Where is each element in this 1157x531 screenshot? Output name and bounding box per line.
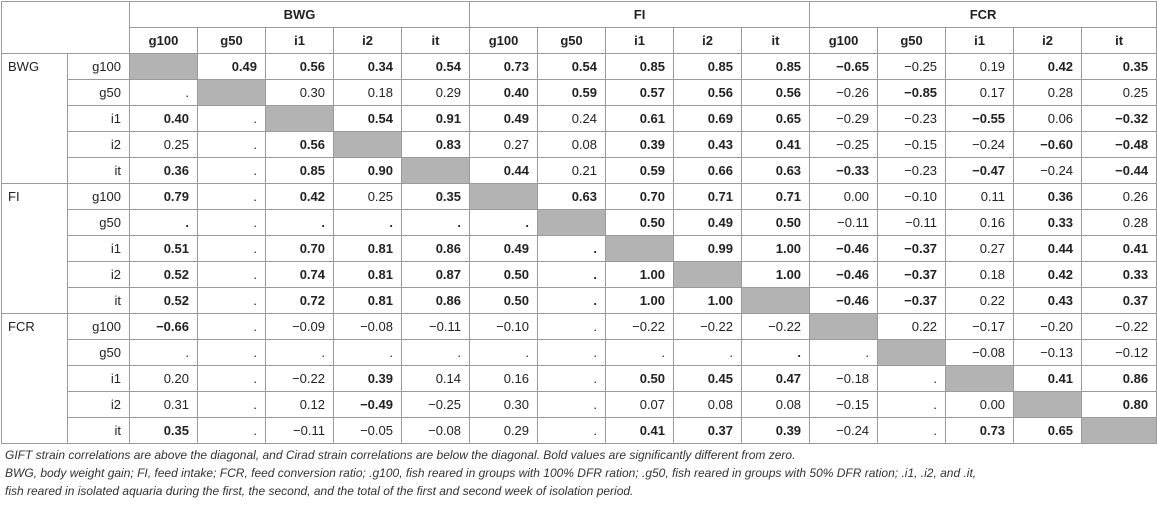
correlation-cell: 0.08	[674, 392, 742, 418]
diagonal-cell	[674, 262, 742, 288]
correlation-cell: 0.63	[538, 184, 606, 210]
correlation-cell: 0.25	[1082, 80, 1157, 106]
correlation-cell: 0.52	[130, 262, 198, 288]
correlation-cell: .	[266, 210, 334, 236]
correlation-cell: .	[198, 106, 266, 132]
table-row	[2, 54, 1157, 80]
correlation-cell: 0.31	[130, 392, 198, 418]
correlation-cell: −0.12	[1082, 340, 1157, 366]
correlation-cell: 0.86	[402, 288, 470, 314]
correlation-cell: 0.28	[1014, 80, 1082, 106]
correlation-cell: 0.34	[334, 54, 402, 80]
correlation-cell: .	[538, 236, 606, 262]
correlation-cell: .	[538, 366, 606, 392]
correlation-cell: −0.46	[810, 262, 878, 288]
correlation-cell: 0.39	[334, 366, 402, 392]
correlation-cell: 0.72	[266, 288, 334, 314]
correlation-cell: 0.30	[470, 392, 538, 418]
correlation-cell: 0.41	[742, 132, 810, 158]
correlation-cell: 0.51	[130, 236, 198, 262]
correlation-cell: −0.47	[946, 158, 1014, 184]
row-sub-label: i1	[68, 236, 130, 262]
table-row	[2, 132, 1157, 158]
correlation-cell: 1.00	[606, 262, 674, 288]
corner-cell	[2, 2, 130, 54]
row-group-label	[2, 392, 68, 418]
correlation-cell: 0.39	[606, 132, 674, 158]
correlation-cell: 0.47	[742, 366, 810, 392]
correlation-cell: 0.56	[674, 80, 742, 106]
table-footnotes	[5, 446, 1143, 500]
correlation-cell: 0.83	[402, 132, 470, 158]
correlation-cell: 0.00	[946, 392, 1014, 418]
correlation-cell: 0.44	[1014, 236, 1082, 262]
correlation-cell: 0.24	[538, 106, 606, 132]
correlation-cell: 0.81	[334, 262, 402, 288]
correlation-cell: .	[878, 418, 946, 444]
correlation-cell: 0.49	[470, 236, 538, 262]
correlation-cell: −0.11	[810, 210, 878, 236]
correlation-cell: −0.08	[946, 340, 1014, 366]
correlation-cell: 0.41	[606, 418, 674, 444]
correlation-cell: −0.22	[742, 314, 810, 340]
correlation-cell: 0.00	[810, 184, 878, 210]
correlation-cell: 0.08	[742, 392, 810, 418]
correlation-cell: 0.57	[606, 80, 674, 106]
diagonal-cell	[946, 366, 1014, 392]
correlation-cell: 0.86	[402, 236, 470, 262]
correlation-cell: 0.35	[402, 184, 470, 210]
correlation-cell: 0.36	[1014, 184, 1082, 210]
correlation-cell: −0.11	[878, 210, 946, 236]
correlation-cell: 0.50	[606, 210, 674, 236]
correlation-cell: .	[130, 80, 198, 106]
table-row	[2, 314, 1157, 340]
row-group-label: FI	[2, 184, 68, 210]
table-row	[2, 106, 1157, 132]
row-sub-label: i2	[68, 262, 130, 288]
correlation-cell: −0.05	[334, 418, 402, 444]
correlation-cell: 0.07	[606, 392, 674, 418]
row-group-label	[2, 236, 68, 262]
row-sub-label: i2	[68, 132, 130, 158]
correlation-cell: 0.22	[946, 288, 1014, 314]
correlation-cell: 0.86	[1082, 366, 1157, 392]
correlation-cell: −0.46	[810, 288, 878, 314]
correlation-cell: 0.69	[674, 106, 742, 132]
table-row	[2, 340, 1157, 366]
col-group-fcr: FCR	[810, 2, 1157, 28]
row-sub-label: i1	[68, 366, 130, 392]
correlation-cell: 0.85	[742, 54, 810, 80]
correlation-cell: −0.10	[878, 184, 946, 210]
row-group-label	[2, 418, 68, 444]
correlation-cell: 0.73	[470, 54, 538, 80]
correlation-cell: −0.24	[946, 132, 1014, 158]
correlation-cell: 0.19	[946, 54, 1014, 80]
col-header-g100: g100	[130, 28, 198, 54]
correlation-cell: 0.61	[606, 106, 674, 132]
correlation-cell: .	[198, 288, 266, 314]
correlation-cell: .	[538, 314, 606, 340]
correlation-cell: 0.37	[674, 418, 742, 444]
correlation-cell: 0.44	[470, 158, 538, 184]
diagonal-cell	[742, 288, 810, 314]
correlation-cell: 0.59	[538, 80, 606, 106]
correlation-cell: 0.73	[946, 418, 1014, 444]
correlation-cell: −0.25	[878, 54, 946, 80]
correlation-cell: 0.70	[266, 236, 334, 262]
correlation-cell: −0.23	[878, 158, 946, 184]
correlation-cell: 0.06	[1014, 106, 1082, 132]
col-header-g100: g100	[470, 28, 538, 54]
correlation-cell: .	[878, 366, 946, 392]
correlation-cell: .	[198, 158, 266, 184]
correlation-cell: .	[538, 262, 606, 288]
correlation-cell: −0.25	[402, 392, 470, 418]
diagonal-cell	[538, 210, 606, 236]
correlation-cell: 0.81	[334, 236, 402, 262]
correlation-cell: 0.35	[1082, 54, 1157, 80]
correlation-cell: −0.09	[266, 314, 334, 340]
correlation-cell: 0.79	[130, 184, 198, 210]
table-body	[2, 54, 1157, 444]
correlation-cell: 0.42	[1014, 262, 1082, 288]
correlation-cell: 0.99	[674, 236, 742, 262]
correlation-cell: 0.70	[606, 184, 674, 210]
correlation-cell: −0.11	[402, 314, 470, 340]
correlation-cell: −0.22	[1082, 314, 1157, 340]
correlation-cell: 0.80	[1082, 392, 1157, 418]
row-sub-label: g100	[68, 54, 130, 80]
correlation-cell: 0.17	[946, 80, 1014, 106]
correlation-cell: 0.85	[674, 54, 742, 80]
row-group-label: FCR	[2, 314, 68, 340]
correlation-cell: 0.33	[1082, 262, 1157, 288]
correlation-cell: 0.29	[470, 418, 538, 444]
correlation-cell: −0.18	[810, 366, 878, 392]
correlation-cell: −0.17	[946, 314, 1014, 340]
diagonal-cell	[1082, 418, 1157, 444]
col-header-i1: i1	[606, 28, 674, 54]
correlation-cell: 0.65	[742, 106, 810, 132]
correlation-cell: 0.43	[1014, 288, 1082, 314]
correlation-cell: −0.26	[810, 80, 878, 106]
row-group-label	[2, 288, 68, 314]
correlation-cell: 0.49	[674, 210, 742, 236]
row-sub-label: i2	[68, 392, 130, 418]
col-header-g50: g50	[198, 28, 266, 54]
correlation-cell: 0.81	[334, 288, 402, 314]
row-group-label: BWG	[2, 54, 68, 80]
correlation-cell: .	[130, 340, 198, 366]
table-row	[2, 158, 1157, 184]
col-header-i2: i2	[334, 28, 402, 54]
correlation-cell: 0.59	[606, 158, 674, 184]
correlation-cell: 1.00	[606, 288, 674, 314]
correlation-cell: 0.91	[402, 106, 470, 132]
correlation-cell: 0.54	[538, 54, 606, 80]
correlation-cell: 0.41	[1082, 236, 1157, 262]
correlation-cell: −0.37	[878, 288, 946, 314]
correlation-cell: −0.15	[810, 392, 878, 418]
diagonal-cell	[878, 340, 946, 366]
correlation-cell: 0.43	[674, 132, 742, 158]
correlation-cell: .	[402, 340, 470, 366]
col-header-i1: i1	[266, 28, 334, 54]
correlation-cell: 1.00	[674, 288, 742, 314]
col-header-g50: g50	[878, 28, 946, 54]
correlation-cell: −0.55	[946, 106, 1014, 132]
correlation-cell: .	[198, 132, 266, 158]
correlation-cell: .	[334, 210, 402, 236]
row-group-label	[2, 210, 68, 236]
correlation-cell: 0.50	[470, 288, 538, 314]
correlation-cell: .	[538, 288, 606, 314]
col-header-it: it	[1082, 28, 1157, 54]
correlation-cell: .	[470, 340, 538, 366]
correlation-cell: .	[878, 392, 946, 418]
correlation-cell: −0.24	[1014, 158, 1082, 184]
correlation-cell: 0.50	[470, 262, 538, 288]
col-header-g50: g50	[538, 28, 606, 54]
correlation-cell: .	[470, 210, 538, 236]
correlation-cell: 0.08	[538, 132, 606, 158]
col-header-i2: i2	[674, 28, 742, 54]
correlation-cell: −0.32	[1082, 106, 1157, 132]
row-sub-label: it	[68, 418, 130, 444]
diagonal-cell	[1014, 392, 1082, 418]
correlation-cell: 0.56	[266, 132, 334, 158]
col-header-i1: i1	[946, 28, 1014, 54]
correlation-cell: 0.33	[1014, 210, 1082, 236]
table-row	[2, 288, 1157, 314]
correlation-cell: 0.71	[742, 184, 810, 210]
diagonal-cell	[198, 80, 266, 106]
correlation-cell: 0.25	[130, 132, 198, 158]
diagonal-cell	[334, 132, 402, 158]
correlation-cell: −0.15	[878, 132, 946, 158]
correlation-cell: −0.22	[606, 314, 674, 340]
correlation-cell: 0.54	[334, 106, 402, 132]
correlation-cell: −0.49	[334, 392, 402, 418]
table-row	[2, 418, 1157, 444]
correlation-cell: 0.54	[402, 54, 470, 80]
correlation-cell: .	[742, 340, 810, 366]
correlation-cell: −0.11	[266, 418, 334, 444]
correlation-cell: .	[198, 262, 266, 288]
correlation-cell: 0.14	[402, 366, 470, 392]
correlation-cell: 0.37	[1082, 288, 1157, 314]
col-header-g100: g100	[810, 28, 878, 54]
correlation-cell: −0.85	[878, 80, 946, 106]
correlation-cell: 0.52	[130, 288, 198, 314]
correlation-cell: 0.90	[334, 158, 402, 184]
row-sub-label: g100	[68, 314, 130, 340]
correlation-cell: .	[606, 340, 674, 366]
correlation-cell: −0.37	[878, 262, 946, 288]
correlation-cell: −0.37	[878, 236, 946, 262]
correlation-cell: .	[334, 340, 402, 366]
correlation-cell: 0.42	[266, 184, 334, 210]
correlation-cell: −0.46	[810, 236, 878, 262]
correlation-cell: 0.22	[878, 314, 946, 340]
correlation-cell: −0.33	[810, 158, 878, 184]
correlation-cell: −0.29	[810, 106, 878, 132]
correlation-cell: 0.63	[742, 158, 810, 184]
correlation-cell: 0.27	[470, 132, 538, 158]
correlation-cell: −0.65	[810, 54, 878, 80]
correlation-cell: 0.36	[130, 158, 198, 184]
correlation-cell: .	[810, 340, 878, 366]
correlation-cell: 0.12	[266, 392, 334, 418]
group-header-row	[2, 2, 1157, 28]
correlation-cell: −0.25	[810, 132, 878, 158]
correlation-cell: .	[198, 184, 266, 210]
col-header-it: it	[742, 28, 810, 54]
correlation-cell: 0.66	[674, 158, 742, 184]
correlation-cell: 0.27	[946, 236, 1014, 262]
correlation-cell: −0.08	[334, 314, 402, 340]
correlation-cell: 0.35	[130, 418, 198, 444]
correlation-cell: 1.00	[742, 236, 810, 262]
sub-header-row	[2, 28, 1157, 54]
diagonal-cell	[266, 106, 334, 132]
correlation-cell: 0.40	[470, 80, 538, 106]
correlation-cell: 0.16	[470, 366, 538, 392]
diagonal-cell	[810, 314, 878, 340]
correlation-cell: 0.45	[674, 366, 742, 392]
correlation-cell: −0.48	[1082, 132, 1157, 158]
correlation-cell: 0.50	[606, 366, 674, 392]
correlation-cell: 0.85	[266, 158, 334, 184]
correlation-cell: 0.87	[402, 262, 470, 288]
correlation-cell: 1.00	[742, 262, 810, 288]
correlation-cell: −0.66	[130, 314, 198, 340]
correlation-cell: 0.56	[742, 80, 810, 106]
correlation-cell: 0.50	[742, 210, 810, 236]
correlation-cell: .	[538, 340, 606, 366]
correlation-cell: 0.65	[1014, 418, 1082, 444]
col-header-it: it	[402, 28, 470, 54]
table-row	[2, 262, 1157, 288]
correlation-cell: 0.18	[334, 80, 402, 106]
correlation-cell: 0.21	[538, 158, 606, 184]
table-row	[2, 366, 1157, 392]
correlation-cell: 0.56	[266, 54, 334, 80]
correlation-cell: 0.18	[946, 262, 1014, 288]
row-group-label	[2, 262, 68, 288]
correlation-cell: 0.20	[130, 366, 198, 392]
correlation-cell: 0.40	[130, 106, 198, 132]
correlation-cell: −0.20	[1014, 314, 1082, 340]
correlation-cell: −0.22	[266, 366, 334, 392]
row-sub-label: g50	[68, 80, 130, 106]
row-group-label	[2, 106, 68, 132]
correlation-cell: 0.85	[606, 54, 674, 80]
diagonal-cell	[402, 158, 470, 184]
row-sub-label: it	[68, 288, 130, 314]
correlation-cell: −0.24	[810, 418, 878, 444]
correlation-cell: .	[198, 366, 266, 392]
correlation-cell: .	[198, 392, 266, 418]
diagonal-cell	[130, 54, 198, 80]
correlation-cell: .	[198, 236, 266, 262]
correlation-cell: 0.29	[402, 80, 470, 106]
table-row	[2, 392, 1157, 418]
row-sub-label: it	[68, 158, 130, 184]
footnote: fish reared in isolated aquaria during the first, the second, and the total of the first and second week of isolation period.	[5, 484, 634, 498]
footnote: GIFT strain correlations are above the diagonal, and Cirad strain correlations are below the diagonal. Bold values are significantly different from zero.	[5, 448, 796, 462]
correlation-cell: 0.26	[1082, 184, 1157, 210]
row-group-label	[2, 80, 68, 106]
correlation-cell: .	[198, 210, 266, 236]
correlation-cell: 0.25	[334, 184, 402, 210]
col-group-bwg: BWG	[130, 2, 470, 28]
correlation-cell: −0.10	[470, 314, 538, 340]
diagonal-cell	[606, 236, 674, 262]
correlation-cell: .	[266, 340, 334, 366]
table-row	[2, 184, 1157, 210]
correlation-cell: .	[198, 314, 266, 340]
correlation-cell: .	[198, 418, 266, 444]
correlation-cell: −0.60	[1014, 132, 1082, 158]
footnote: BWG, body weight gain; FI, feed intake; FCR, feed conversion ratio; .g100, fish reared in groups with 100% DFR ration; .g50, fish reared in groups with 50% DFR ration; .i1, .i2, and .it,	[5, 466, 977, 480]
row-sub-label: i1	[68, 106, 130, 132]
correlation-cell: 0.28	[1082, 210, 1157, 236]
correlation-cell: .	[130, 210, 198, 236]
diagonal-cell	[470, 184, 538, 210]
correlation-cell: −0.44	[1082, 158, 1157, 184]
correlation-cell: 0.30	[266, 80, 334, 106]
correlation-cell: .	[674, 340, 742, 366]
row-group-label	[2, 366, 68, 392]
correlation-cell: 0.49	[470, 106, 538, 132]
correlation-cell: 0.74	[266, 262, 334, 288]
correlation-cell: −0.22	[674, 314, 742, 340]
col-group-fi: FI	[470, 2, 810, 28]
col-header-i2: i2	[1014, 28, 1082, 54]
table-row	[2, 210, 1157, 236]
correlation-cell: −0.23	[878, 106, 946, 132]
correlation-cell: 0.41	[1014, 366, 1082, 392]
correlation-cell: 0.16	[946, 210, 1014, 236]
row-sub-label: g50	[68, 210, 130, 236]
correlation-cell: 0.11	[946, 184, 1014, 210]
table-row	[2, 80, 1157, 106]
correlation-cell: 0.49	[198, 54, 266, 80]
correlation-cell: −0.08	[402, 418, 470, 444]
correlation-cell: .	[538, 418, 606, 444]
table-row	[2, 236, 1157, 262]
correlation-table	[1, 1, 1157, 444]
correlation-cell: 0.71	[674, 184, 742, 210]
row-group-label	[2, 158, 68, 184]
correlation-cell: 0.39	[742, 418, 810, 444]
correlation-cell: .	[538, 392, 606, 418]
row-group-label	[2, 132, 68, 158]
row-sub-label: g50	[68, 340, 130, 366]
correlation-cell: 0.42	[1014, 54, 1082, 80]
correlation-cell: .	[402, 210, 470, 236]
row-group-label	[2, 340, 68, 366]
correlation-cell: .	[198, 340, 266, 366]
row-sub-label: g100	[68, 184, 130, 210]
correlation-cell: −0.13	[1014, 340, 1082, 366]
